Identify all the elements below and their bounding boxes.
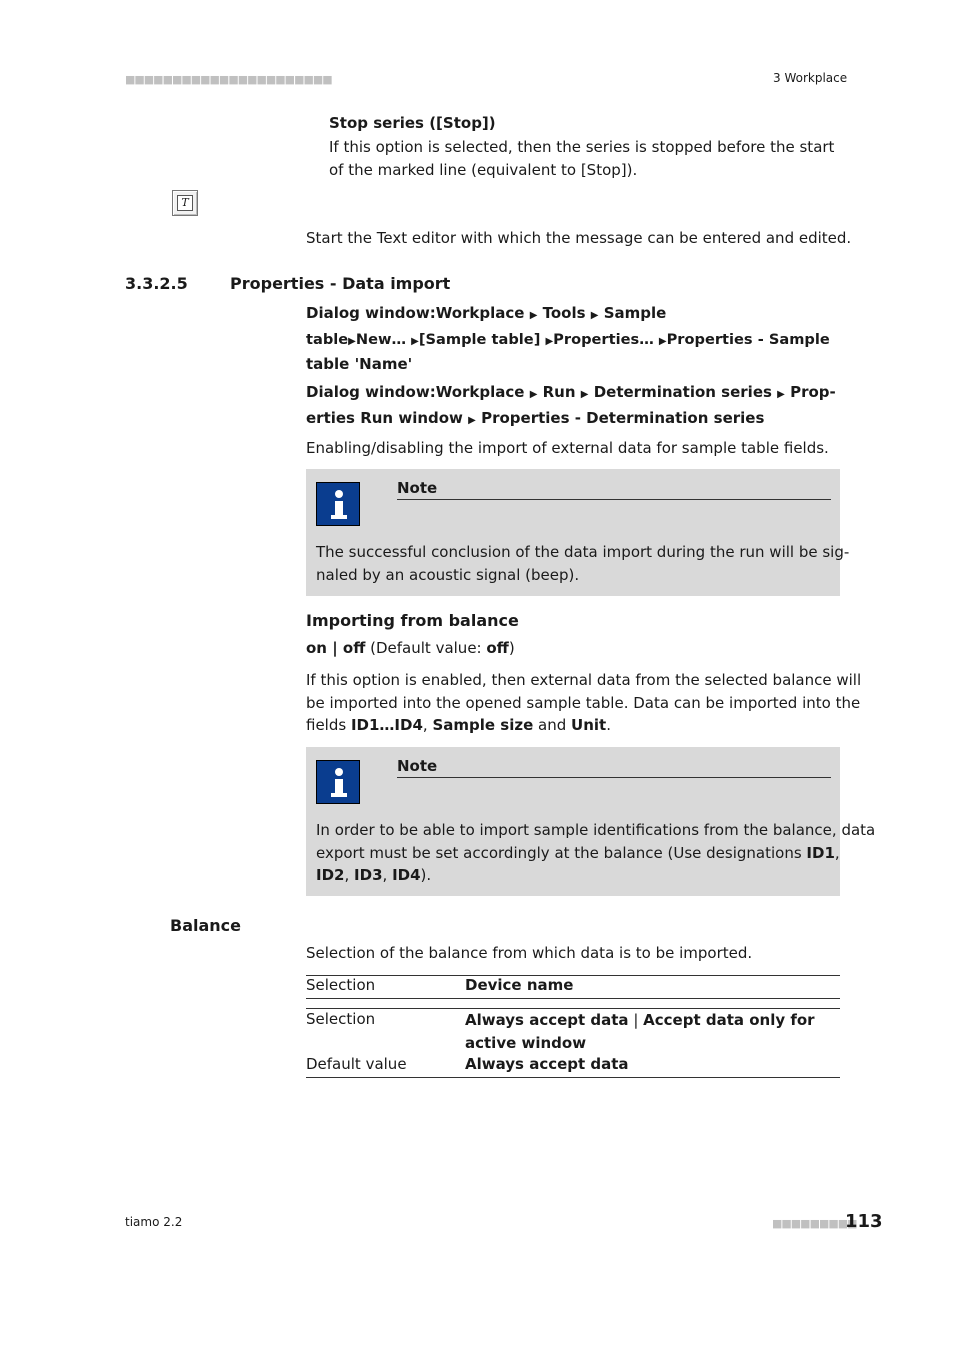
arrow-icon: ▶ — [529, 389, 538, 400]
arrow-icon: ▶ — [545, 335, 554, 347]
path2-part: Properties - Determination series — [481, 408, 765, 427]
arrow-icon: ▶ — [348, 335, 356, 347]
path1-part: New… — [355, 330, 407, 348]
note-line: export must be set accordingly at the balance (Use designations ID1, — [316, 843, 840, 862]
footer-product: tiamo 2.2 — [125, 1215, 183, 1229]
importing-title: Importing from balance — [306, 611, 519, 630]
footer-dots: ■■■■■■■■■ — [772, 1217, 857, 1230]
intro-text: Enabling/disabling the import of external data for sample table fields. — [306, 439, 829, 457]
options-value: on | off — [306, 639, 366, 657]
text-editor-icon[interactable] — [172, 190, 198, 216]
note-line: naled by an acoustic signal (beep). — [316, 565, 580, 584]
arrow-icon: ▶ — [411, 335, 419, 347]
default-prefix: (Default value: — [365, 639, 487, 657]
info-icon — [316, 482, 360, 526]
default-value: off — [486, 639, 509, 657]
text-editor-glyph: T — [177, 195, 193, 211]
table-row1-label: Selection — [306, 1010, 376, 1028]
note-line: The successful conclusion of the data import during the run will be sig- — [316, 543, 850, 561]
path2-part: erties Run window — [306, 408, 463, 427]
table-row2-label: Default value — [306, 1055, 407, 1073]
page-number: 113 — [845, 1211, 883, 1232]
section-number: 3.3.2.5 — [125, 274, 188, 293]
path2-part: Prop- — [790, 383, 836, 401]
arrow-icon: ▶ — [468, 414, 476, 426]
desc-line: If this option is enabled, then external data from the selected balance will — [306, 671, 862, 689]
note-line: ID2, ID3, ID4). — [316, 866, 432, 884]
info-icon — [316, 760, 360, 804]
desc-line: fields ID1…ID4, Sample size and Unit. — [306, 716, 611, 734]
arrow-icon: ▶ — [777, 389, 785, 400]
path1-part: Properties - Sample — [666, 330, 830, 348]
importing-options — [306, 637, 515, 660]
desc-line: be imported into the opened sample table. Data can be imported into the — [306, 693, 861, 712]
note-text — [316, 819, 875, 887]
balance-title: Balance — [170, 916, 241, 935]
table-rule — [306, 998, 840, 999]
stop-series-text: If this option is selected, then the series is stopped before the start of the marked line (equivalent to [Stop]). — [329, 138, 835, 179]
table-header-value: Device name — [465, 976, 574, 994]
path2-part: Determination series — [593, 383, 772, 401]
note-title: Note — [397, 757, 831, 778]
dialog-path-2 — [306, 381, 846, 432]
chapter-label: 3 Workplace — [773, 71, 848, 85]
text-editor-description: Start the Text editor with which the message can be entered and edited. — [306, 229, 852, 247]
header-dots: ■■■■■■■■■■■■■■■■■■■■■■ — [125, 73, 332, 86]
table-row2-value: Always accept data — [465, 1055, 629, 1073]
arrow-icon: ▶ — [580, 389, 589, 400]
importing-description — [306, 669, 861, 737]
arrow-icon: ▶ — [590, 310, 599, 321]
note-title: Note — [397, 479, 831, 500]
path1-part: Tools — [542, 304, 586, 322]
note-box-1 — [306, 469, 850, 596]
arrow-icon: ▶ — [658, 335, 667, 347]
path1-part: table — [306, 330, 349, 348]
path1-part: [Sample table] — [418, 330, 541, 348]
table-rule — [306, 1077, 840, 1078]
note-line: In order to be able to import sample identifications from the balance, data — [316, 821, 876, 839]
path1-part: table 'Name' — [306, 355, 413, 373]
stop-series-title: Stop series ([Stop]) — [329, 114, 496, 132]
default-suffix: ) — [508, 639, 515, 657]
section-title: Properties - Data import — [230, 274, 451, 293]
balance-text: Selection of the balance from which data is to be imported. — [306, 944, 753, 962]
note-box-2 — [306, 747, 876, 896]
table-row1-value: Always accept data | Accept data only for active window — [465, 1011, 815, 1052]
path1-part: Properties… — [553, 330, 654, 348]
arrow-icon: ▶ — [529, 310, 538, 321]
path1-part: Sample — [603, 304, 667, 322]
dialog-path-1 — [306, 302, 846, 377]
table-header-label: Selection — [306, 976, 376, 994]
note-text — [316, 541, 849, 586]
path1-part: Dialog window:Workplace — [306, 304, 525, 322]
path2-part: Dialog window:Workplace — [306, 383, 525, 401]
path2-part: Run — [542, 383, 576, 401]
